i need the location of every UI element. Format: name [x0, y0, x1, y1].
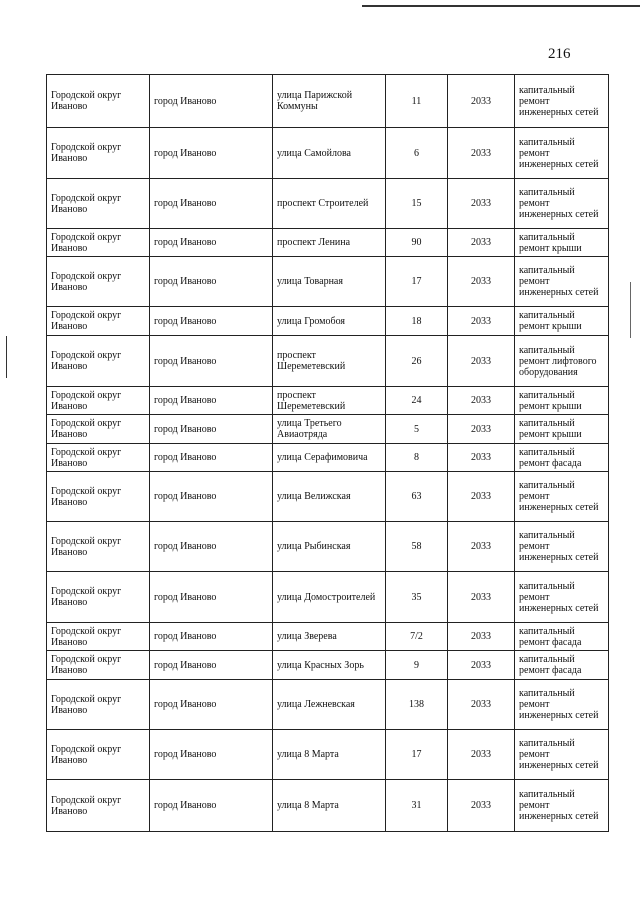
house-number-cell: 138 [386, 680, 448, 730]
street-cell: улица Велижская [273, 472, 386, 522]
settlement-cell: город Иваново [150, 730, 273, 780]
municipality-cell: Городской округ Иваново [47, 387, 150, 415]
work-type-cell: капитальный ремонт крыши [515, 229, 609, 257]
street-cell: улица Рыбинская [273, 522, 386, 572]
table-row [47, 730, 609, 780]
work-type-cell: капитальный ремонт фасада [515, 444, 609, 472]
table-row [47, 572, 609, 623]
municipality-cell: Городской округ Иваново [47, 572, 150, 623]
year-cell: 2033 [448, 780, 515, 832]
street-cell: улица Красных Зорь [273, 651, 386, 680]
house-number-cell: 5 [386, 415, 448, 444]
street-cell: проспект Шереметевский [273, 387, 386, 415]
work-type-cell: капитальный ремонт инженерных сетей [515, 730, 609, 780]
house-number-cell: 7/2 [386, 623, 448, 651]
house-number-cell: 26 [386, 336, 448, 387]
street-cell: улица Товарная [273, 257, 386, 307]
settlement-cell: город Иваново [150, 572, 273, 623]
house-number-cell: 35 [386, 572, 448, 623]
house-number-cell: 8 [386, 444, 448, 472]
settlement-cell: город Иваново [150, 415, 273, 444]
work-type-cell: капитальный ремонт лифтового оборудования [515, 336, 609, 387]
municipality-cell: Городской округ Иваново [47, 522, 150, 572]
work-type-cell: капитальный ремонт инженерных сетей [515, 75, 609, 128]
work-type-cell: капитальный ремонт инженерных сетей [515, 179, 609, 229]
table-row [47, 179, 609, 229]
municipality-cell: Городской округ Иваново [47, 179, 150, 229]
year-cell: 2033 [448, 472, 515, 522]
municipality-cell: Городской округ Иваново [47, 472, 150, 522]
street-cell: улица Громобоя [273, 307, 386, 336]
settlement-cell: город Иваново [150, 336, 273, 387]
municipality-cell: Городской округ Иваново [47, 651, 150, 680]
house-number-cell: 90 [386, 229, 448, 257]
page-number: 216 [548, 46, 571, 62]
house-number-cell: 15 [386, 179, 448, 229]
year-cell: 2033 [448, 128, 515, 179]
table-body [47, 75, 609, 832]
municipality-cell: Городской округ Иваново [47, 336, 150, 387]
year-cell: 2033 [448, 387, 515, 415]
street-cell: улица 8 Марта [273, 780, 386, 832]
table-row [47, 680, 609, 730]
table-row [47, 415, 609, 444]
street-cell: улица Третьего Авиаотряда [273, 415, 386, 444]
settlement-cell: город Иваново [150, 472, 273, 522]
work-type-cell: капитальный ремонт инженерных сетей [515, 522, 609, 572]
street-cell: проспект Шереметевский [273, 336, 386, 387]
house-number-cell: 24 [386, 387, 448, 415]
year-cell: 2033 [448, 730, 515, 780]
settlement-cell: город Иваново [150, 623, 273, 651]
year-cell: 2033 [448, 651, 515, 680]
street-cell: улица Лежневская [273, 680, 386, 730]
settlement-cell: город Иваново [150, 229, 273, 257]
margin-mark-right [630, 282, 631, 338]
settlement-cell: город Иваново [150, 307, 273, 336]
municipality-cell: Городской округ Иваново [47, 307, 150, 336]
work-type-cell: капитальный ремонт инженерных сетей [515, 472, 609, 522]
year-cell: 2033 [448, 307, 515, 336]
table-row [47, 229, 609, 257]
street-cell: улица Самойлова [273, 128, 386, 179]
year-cell: 2033 [448, 572, 515, 623]
year-cell: 2033 [448, 680, 515, 730]
work-type-cell: капитальный ремонт инженерных сетей [515, 680, 609, 730]
municipality-cell: Городской округ Иваново [47, 730, 150, 780]
work-type-cell: капитальный ремонт инженерных сетей [515, 780, 609, 832]
work-type-cell: капитальный ремонт крыши [515, 307, 609, 336]
table-row [47, 651, 609, 680]
table-row [47, 75, 609, 128]
municipality-cell: Городской округ Иваново [47, 680, 150, 730]
street-cell: улица Парижской Коммуны [273, 75, 386, 128]
top-rule [362, 5, 640, 7]
house-number-cell: 17 [386, 257, 448, 307]
table-row [47, 522, 609, 572]
house-number-cell: 9 [386, 651, 448, 680]
house-number-cell: 58 [386, 522, 448, 572]
year-cell: 2033 [448, 229, 515, 257]
repair-schedule-table [46, 74, 609, 832]
year-cell: 2033 [448, 415, 515, 444]
house-number-cell: 18 [386, 307, 448, 336]
street-cell: улица Зверева [273, 623, 386, 651]
table-row [47, 444, 609, 472]
work-type-cell: капитальный ремонт инженерных сетей [515, 257, 609, 307]
table-row [47, 307, 609, 336]
settlement-cell: город Иваново [150, 75, 273, 128]
table-row [47, 128, 609, 179]
margin-mark [6, 336, 7, 378]
settlement-cell: город Иваново [150, 651, 273, 680]
house-number-cell: 31 [386, 780, 448, 832]
work-type-cell: капитальный ремонт фасада [515, 651, 609, 680]
settlement-cell: город Иваново [150, 444, 273, 472]
year-cell: 2033 [448, 623, 515, 651]
table-row [47, 780, 609, 832]
work-type-cell: капитальный ремонт фасада [515, 623, 609, 651]
street-cell: проспект Строителей [273, 179, 386, 229]
municipality-cell: Городской округ Иваново [47, 257, 150, 307]
work-type-cell: капитальный ремонт инженерных сетей [515, 572, 609, 623]
table-row [47, 387, 609, 415]
municipality-cell: Городской округ Иваново [47, 128, 150, 179]
street-cell: улица Домостроителей [273, 572, 386, 623]
street-cell: улица Серафимовича [273, 444, 386, 472]
municipality-cell: Городской округ Иваново [47, 75, 150, 128]
settlement-cell: город Иваново [150, 128, 273, 179]
municipality-cell: Городской округ Иваново [47, 780, 150, 832]
street-cell: проспект Ленина [273, 229, 386, 257]
year-cell: 2033 [448, 179, 515, 229]
settlement-cell: город Иваново [150, 680, 273, 730]
municipality-cell: Городской округ Иваново [47, 415, 150, 444]
house-number-cell: 63 [386, 472, 448, 522]
settlement-cell: город Иваново [150, 522, 273, 572]
year-cell: 2033 [448, 522, 515, 572]
table-row [47, 336, 609, 387]
work-type-cell: капитальный ремонт крыши [515, 387, 609, 415]
municipality-cell: Городской округ Иваново [47, 623, 150, 651]
work-type-cell: капитальный ремонт крыши [515, 415, 609, 444]
street-cell: улица 8 Марта [273, 730, 386, 780]
settlement-cell: город Иваново [150, 780, 273, 832]
settlement-cell: город Иваново [150, 257, 273, 307]
municipality-cell: Городской округ Иваново [47, 229, 150, 257]
house-number-cell: 6 [386, 128, 448, 179]
year-cell: 2033 [448, 75, 515, 128]
work-type-cell: капитальный ремонт инженерных сетей [515, 128, 609, 179]
settlement-cell: город Иваново [150, 387, 273, 415]
table-row [47, 623, 609, 651]
table-row [47, 257, 609, 307]
house-number-cell: 11 [386, 75, 448, 128]
year-cell: 2033 [448, 257, 515, 307]
year-cell: 2033 [448, 336, 515, 387]
settlement-cell: город Иваново [150, 179, 273, 229]
municipality-cell: Городской округ Иваново [47, 444, 150, 472]
table-row [47, 472, 609, 522]
house-number-cell: 17 [386, 730, 448, 780]
year-cell: 2033 [448, 444, 515, 472]
